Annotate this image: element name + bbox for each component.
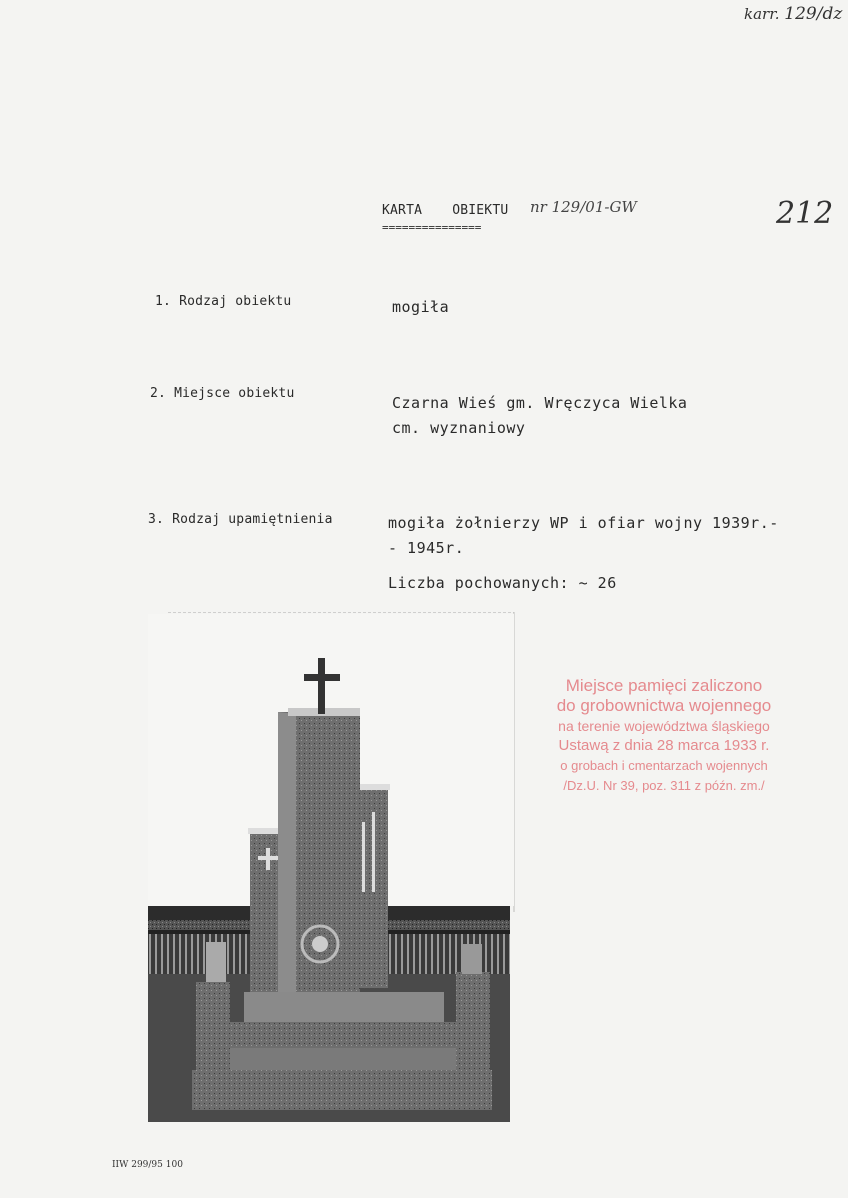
field-value-object-type: mogiła [392, 298, 450, 316]
archive-note-number: 129/dz [784, 4, 843, 24]
object-number-handwritten: nr 129/01-GW [530, 198, 637, 216]
monument-photo-image [148, 612, 516, 1122]
field-label-object-type: 1. Rodzaj obiektu [155, 294, 292, 309]
buried-count [388, 574, 617, 592]
field-value-commemoration-line2: - 1945r. [388, 539, 465, 557]
field-value-commemoration-line1: mogiła żołnierzy WP i ofiar wojny 1939r.- [388, 514, 779, 532]
stamp-line-3: na terenie województwa śląskiego [558, 718, 770, 734]
stamp-line-1: Miejsce pamięci zaliczono [565, 676, 763, 695]
field-value-location-line2: cm. wyznaniowy [392, 419, 526, 437]
archive-note [744, 4, 842, 24]
buried-count-value: ~ 26 [578, 574, 617, 592]
field-label-location: 2. Miejsce obiektu [150, 386, 295, 401]
archive-note-prefix: karr. [744, 5, 780, 23]
stamp-line-6: /Dz.U. Nr 39, poz. 311 z późn. zm./ [563, 778, 765, 793]
field-value-location-line1: Czarna Wieś gm. Wręczyca Wielka [392, 394, 688, 412]
title-underline: =============== [382, 221, 482, 234]
monument-photo [148, 612, 516, 1122]
registration-stamp [530, 676, 798, 796]
stamp-line-5: o grobach i cmentarzach wojennych [560, 758, 768, 773]
stamp-line-4: Ustawą z dnia 28 marca 1933 r. [558, 737, 770, 754]
page-number-handwritten: 212 [776, 196, 834, 231]
field-label-commemoration: 3. Rodzaj upamiętnienia [148, 512, 333, 527]
title-word-karta: KARTA [382, 203, 423, 218]
title-word-obiektu: OBIEKTU [452, 203, 509, 218]
buried-count-label: Liczba pochowanych: [388, 574, 570, 592]
print-code: IIW 299/95 100 [112, 1160, 183, 1170]
stamp-line-2: do grobownictwa wojennego [556, 696, 772, 715]
document-title [382, 203, 508, 218]
